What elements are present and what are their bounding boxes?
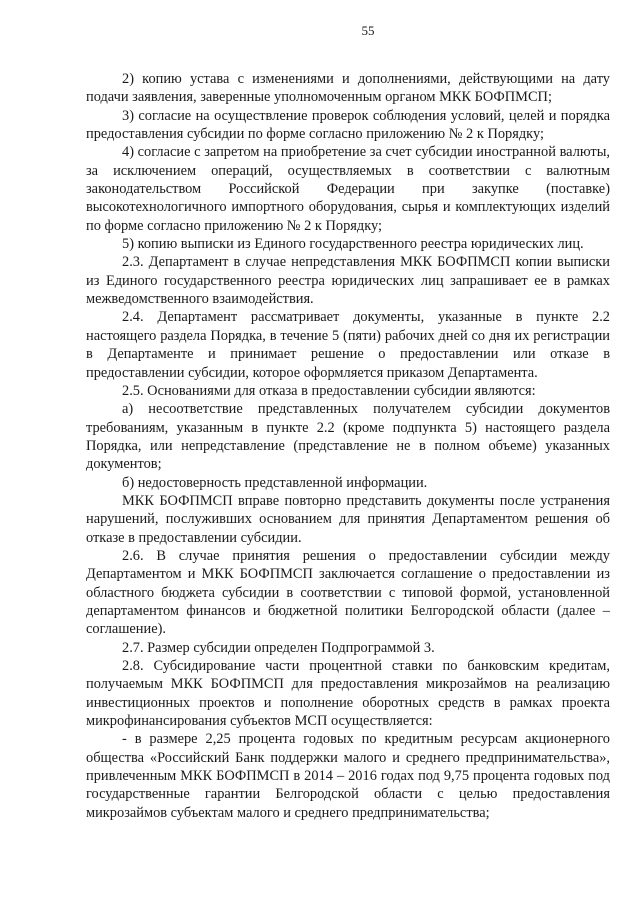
paragraph-item-2: 2) копию устава с изменениями и дополнениями, действующими на дату подачи заявления, заверенные уполномоченным органом МКК БОФПМСП; (86, 71, 610, 106)
paragraph-2-4: 2.4. Департамент рассматривает документы, указанные в пункте 2.2 настоящего раздела Порядка, в течение 5 (пяти) рабочих дней со дня их регистрации в Департаменте и принимает решение о предоставлении или отказе в предоставлении субсидии, которое оформляется приказом Департамента. (86, 309, 610, 381)
page-number: 55 (361, 23, 375, 38)
paragraph-2-8-bullet: - в размере 2,25 процента годовых по кредитным ресурсам акционерного общества «Российский Банк поддержки малого и среднего предпринимательства», привлеченным МКК БОФПМСП в 2014 – 2016 годах под 9,75 процента годовых под государственные гарантии Белгородской области с целью предоставления микрозаймов субъектам малого и среднего предпринимательства; (86, 731, 610, 821)
paragraph-2-5-a: а) несоответствие представленных получателем субсидии документов требованиям, указанным в пункте 2.2 (кроме подпункта 5) настоящего раздела Порядка, или непредставление (представление не в полном объеме) указанных документов; (86, 401, 610, 473)
paragraph-item-3: 3) согласие на осуществление проверок соблюдения условий, целей и порядка предоставления субсидии по форме согласно приложению № 2 к Порядку; (86, 107, 610, 143)
paragraph-2-5: 2.5. Основаниями для отказа в предоставлении субсидии являются: (122, 382, 536, 399)
paragraph-2-6: 2.6. В случае принятия решения о предоставлении субсидии между Департаментом и МКК БОФПМСП заключается соглашение о предоставлении из областного бюджета субсидии в соответствии с типовой формой, установленной департаментом финансов и бюджетной политики Белгородской области (далее – соглашение). (86, 547, 610, 638)
paragraph-2-5-b: б) недостоверность представленной информации. (122, 474, 428, 491)
paragraph-item-4: 4) согласие с запретом на приобретение за счет субсидии иностранной валюты, за исключением операций, осуществляемых в соответствии с валютным законодательством Российской Федерации при закупке (поставке) высокотехнологичного импортного оборудования, сырья и комплектующих изделий по форме согласно приложению № 2 к Порядку; (86, 144, 610, 234)
document-body (86, 70, 610, 822)
paragraph-2-3: 2.3. Департамент в случае непредставления МКК БОФПМСП копии выписки из Единого государственного реестра юридических лиц запрашивает ее в рамках межведомственного взаимодействия. (86, 254, 610, 308)
paragraph-2-7: 2.7. Размер субсидии определен Подпрограммой 3. (122, 639, 435, 656)
paragraph-resubmission: МКК БОФПМСП вправе повторно представить документы после устранения нарушений, послуживших основанием для принятия Департаментом решения об отказе в предоставлении субсидии. (86, 492, 610, 546)
paragraph-item-5: 5) копию выписки из Единого государственного реестра юридических лиц. (122, 236, 584, 253)
paragraph-2-8: 2.8. Субсидирование части процентной ставки по банковским кредитам, получаемым МКК БОФПМСП для предоставления микрозаймов на реализацию инвестиционных проектов и пополнение оборотных средств в рамках проекта микрофинансирования субъектов МСП осуществляется: (86, 658, 610, 730)
